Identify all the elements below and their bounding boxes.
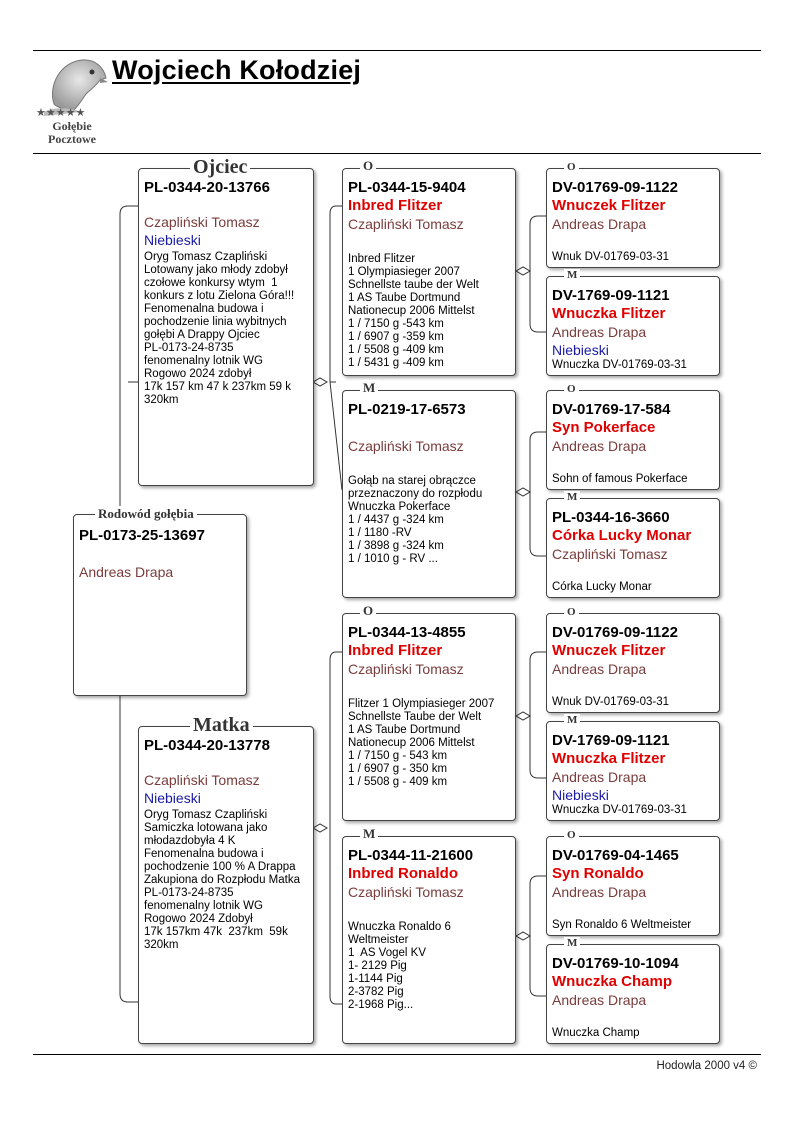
great-grandparent-breeder: Andreas Drapa <box>552 216 647 232</box>
great-grandparent-notes: Córka Lucky Monar <box>552 581 652 593</box>
great-grandparent-color <box>552 563 714 581</box>
great-grandparent-notes: Wnuczka DV-01769-03-31 <box>552 804 687 816</box>
grandparent-name <box>348 419 510 437</box>
grandparent-name: Inbred Flitzer <box>348 642 443 659</box>
great-grandparent-card[interactable] <box>546 721 720 821</box>
footer-credit: Hodowla 2000 v4 © <box>656 1060 757 1072</box>
grandparent-card[interactable] <box>342 613 516 821</box>
great-grandparent-card[interactable] <box>546 498 720 598</box>
mother-breeder: Czapliński Tomasz <box>144 772 260 788</box>
great-grandparent-tag: O <box>564 161 579 173</box>
great-grandparent-color <box>552 901 714 919</box>
grandparent-notes: Wnuczka Ronaldo 6 Weltmeister 1 AS Vogel KV 1- 2129 Pig 1-1144 Pig 2-3782 Pig 2-1968 Pig... <box>348 921 451 1011</box>
great-grandparent-tag: M <box>564 714 580 726</box>
grandparent-ring: PL-0344-13-4855 <box>348 624 466 641</box>
great-grandparent-name: Syn Pokerface <box>552 419 656 436</box>
grandparent-ring: PL-0344-15-9404 <box>348 179 466 196</box>
great-grandparent-card[interactable] <box>546 613 720 713</box>
grandparent-ring: PL-0219-17-6573 <box>348 401 466 418</box>
grandparent-tag: M <box>360 380 378 396</box>
subject-tag: Rodowód gołębia <box>95 506 197 522</box>
grandparent-name: Inbred Ronaldo <box>348 865 458 882</box>
great-grandparent-name: Wnuczek Flitzer <box>552 197 666 214</box>
great-grandparent-notes: Wnuk DV-01769-03-31 <box>552 251 669 263</box>
great-grandparent-ring: DV-01769-04-1465 <box>552 847 679 864</box>
mother-notes: Oryg Tomasz Czapliński Samiczka lotowana jako młodazdobyła 4 K Fenomenalna budowa i pochodzenie 100 % A Drappa Zakupiona do Rozpłodu Matka PL-0173-24-8735 fenomenalny lotnik WG Rogowo 2024 Zdobył 17k 157km 47k 237km 59k 320km <box>144 809 300 951</box>
grandparent-notes: Gołąb na starej obrączce przeznaczony do rozpłodu Wnuczka Pokerface 1 / 4437 g -324 km 1 / 1180 -RV 1 / 3898 g -324 km 1 / 1010 g - RV ... <box>348 475 483 565</box>
great-grandparent-tag: O <box>564 606 579 618</box>
grandparent-breeder: Czapliński Tomasz <box>348 661 464 677</box>
father-ring: PL-0344-20-13766 <box>144 179 270 196</box>
grandparent-breeder: Czapliński Tomasz <box>348 216 464 232</box>
great-grandparent-ring: DV-1769-09-1121 <box>552 287 670 304</box>
owner-name: Wojciech Kołodziej <box>112 55 362 85</box>
great-grandparent-name: Wnuczek Flitzer <box>552 642 666 659</box>
great-grandparent-ring: PL-0344-16-3660 <box>552 509 670 526</box>
great-grandparent-ring: DV-01769-09-1122 <box>552 179 678 196</box>
great-grandparent-color <box>552 233 714 251</box>
great-grandparent-breeder: Andreas Drapa <box>552 661 647 677</box>
great-grandparent-breeder: Andreas Drapa <box>552 992 647 1008</box>
grandparent-breeder: Czapliński Tomasz <box>348 438 464 454</box>
mother-color: Niebieski <box>144 790 201 806</box>
great-grandparent-card[interactable] <box>546 168 720 268</box>
grandparent-notes: Flitzer 1 Olympiasieger 2007 Schnellste Taube der Welt 1 AS Taube Dortmund Nationecup 2006 Mittelst 1 / 7150 g - 543 km 1 / 6907 g - 350 km 1 / 5508 g - 409 km <box>348 698 495 788</box>
great-grandparent-tag: M <box>564 491 580 503</box>
great-grandparent-ring: DV-01769-09-1122 <box>552 624 678 641</box>
great-grandparent-breeder: Czapliński Tomasz <box>552 546 668 562</box>
great-grandparent-name: Córka Lucky Monar <box>552 527 692 544</box>
great-grandparent-notes: Wnuczka DV-01769-03-31 <box>552 359 687 371</box>
logo-stars: ★★★★★ <box>36 107 86 119</box>
father-tag: Ojciec <box>190 156 250 179</box>
great-grandparent-card[interactable] <box>546 944 720 1044</box>
great-grandparent-tag: O <box>564 829 579 841</box>
great-grandparent-notes: Wnuk DV-01769-03-31 <box>552 696 669 708</box>
subject-card[interactable] <box>73 514 247 696</box>
father-notes: Oryg Tomasz Czapliński Lotowany jako młody zdobył czołowe konkursy wtym 1 konkurs z lotu Zielona Góra!!! Fenomenalna budowa i pochodzenie linia wybitnych gołębi A Drappy Ojciec PL-0173-24-8735 fenomenalny lotnik WG Rogowo 2024 zdobył 17k 157 km 47 k 237km 59 k 320km <box>144 251 295 406</box>
grandparent-card[interactable] <box>342 390 516 598</box>
father-card[interactable] <box>138 168 314 486</box>
great-grandparent-name: Wnuczka Flitzer <box>552 750 666 767</box>
grandparent-tag: M <box>360 826 378 842</box>
great-grandparent-breeder: Andreas Drapa <box>552 324 647 340</box>
great-grandparent-tag: M <box>564 937 580 949</box>
grandparent-tag: O <box>360 603 376 619</box>
great-grandparent-color <box>552 455 714 473</box>
great-grandparent-color: Niebieski <box>552 787 609 803</box>
great-grandparent-tag: O <box>564 383 579 395</box>
great-grandparent-color <box>552 1009 714 1027</box>
grandparent-notes: Inbred Flitzer 1 Olympiasieger 2007 Schnellste taube der Welt 1 AS Taube Dortmund Nationecup 2006 Mittelst 1 / 7150 g -543 km 1 / 6907 g -359 km 1 / 5508 g -409 km 1 / 5431 g -409 km <box>348 253 479 369</box>
great-grandparent-card[interactable] <box>546 276 720 376</box>
great-grandparent-color <box>552 678 714 696</box>
mother-ring: PL-0344-20-13778 <box>144 737 270 754</box>
grandparent-ring: PL-0344-11-21600 <box>348 847 474 864</box>
great-grandparent-name: Wnuczka Flitzer <box>552 305 666 322</box>
great-grandparent-notes: Syn Ronaldo 6 Weltmeister <box>552 919 692 931</box>
grandparent-name: Inbred Flitzer <box>348 197 443 214</box>
grandparent-card[interactable] <box>342 836 516 1044</box>
logo-line-2: Pocztowe <box>48 132 96 146</box>
mother-tag: Matka <box>190 714 253 737</box>
great-grandparent-breeder: Andreas Drapa <box>552 769 647 785</box>
grandparent-tag: O <box>360 158 376 174</box>
great-grandparent-breeder: Andreas Drapa <box>552 438 647 454</box>
great-grandparent-ring: DV-01769-17-584 <box>552 401 671 418</box>
great-grandparent-breeder: Andreas Drapa <box>552 884 647 900</box>
great-grandparent-ring: DV-1769-09-1121 <box>552 732 670 749</box>
grandparent-card[interactable] <box>342 168 516 376</box>
great-grandparent-notes: Sohn of famous Pokerface <box>552 473 688 485</box>
great-grandparent-card[interactable] <box>546 836 720 936</box>
grandparent-breeder: Czapliński Tomasz <box>348 884 464 900</box>
great-grandparent-notes: Wnuczka Champ <box>552 1027 640 1039</box>
great-grandparent-tag: M <box>564 269 580 281</box>
logo-line-1: Gołębie <box>52 119 92 133</box>
great-grandparent-ring: DV-01769-10-1094 <box>552 955 679 972</box>
subject-ring: PL-0173-25-13697 <box>79 527 205 544</box>
mother-card[interactable] <box>138 726 314 1044</box>
great-grandparent-card[interactable] <box>546 390 720 490</box>
subject-breeder: Andreas Drapa <box>79 564 174 580</box>
father-breeder: Czapliński Tomasz <box>144 214 260 230</box>
great-grandparent-color: Niebieski <box>552 342 609 358</box>
great-grandparent-name: Syn Ronaldo <box>552 865 644 882</box>
father-color: Niebieski <box>144 232 201 248</box>
great-grandparent-name: Wnuczka Champ <box>552 973 673 990</box>
